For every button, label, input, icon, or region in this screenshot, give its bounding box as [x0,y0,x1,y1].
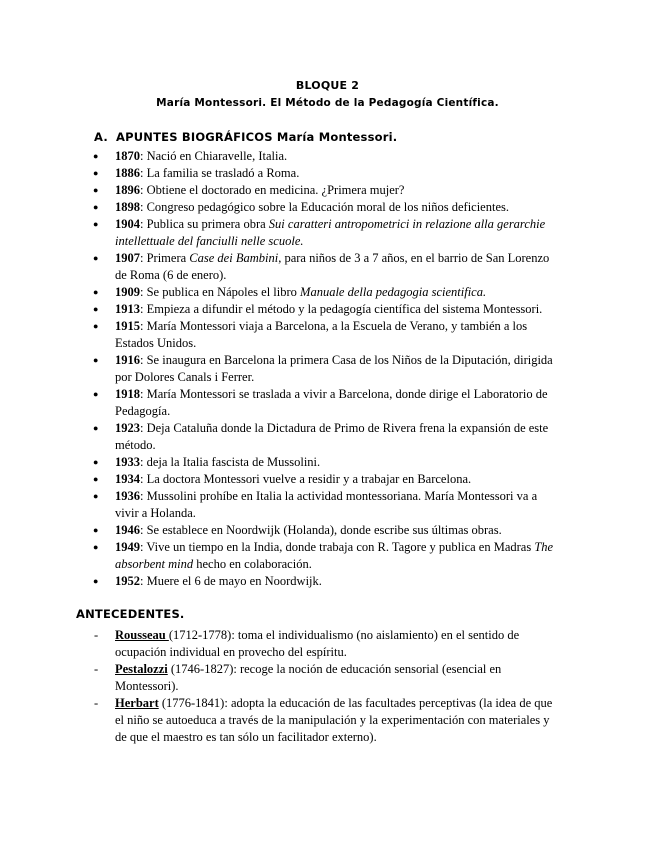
bio-item [92,301,562,318]
bio-item [92,216,562,250]
bio-book-title: Sui caratteri antropometrici in relazione alla gerarchie intellettuale del fanciulli nelle scuole. [115,217,546,248]
bio-text: : María Montessori viaja a Barcelona, a la Escuela de Verano, y también a los Estados Unidos. [115,319,528,350]
bio-text: : Se inaugura en Barcelona la primera Casa de los Niños de la Diputación, dirigida por Dolores Canals i Ferrer. [115,353,553,384]
antecedente-item [92,627,562,661]
bio-item [92,199,562,216]
section-a-title: APUNTES BIOGRÁFICOS María Montessori. [116,130,398,144]
bio-text: : Se publica en Nápoles el libro [140,285,301,299]
bio-text: , para niños de 3 a 7 años, en el barrio de San Lorenzo de Roma (6 de enero). [115,251,550,282]
block-title: BLOQUE 2 [295,79,360,92]
antecedente-item [92,695,562,746]
bio-text: : Se establece en Noordwijk (Holanda), donde escribe sus últimas obras. [140,523,502,537]
bio-italic: Case dei Bambini [189,251,279,265]
section-a-letter: A. [94,130,108,144]
bio-year: 1898 [115,200,140,214]
author-name: Rousseau [115,628,169,642]
bio-text: : Vive un tiempo en la India, donde trabaja con R. Tagore y publica en Madras [140,540,535,554]
bio-year: 1949 [115,540,140,554]
bio-item [92,454,562,471]
bio-item [92,522,562,539]
bio-text: : Mussolini prohíbe en Italia la actividad montessoriana. María Montessori va a vivir a Holanda. [115,489,538,520]
bio-item [92,182,562,199]
bio-text: : Primera [140,251,190,265]
bio-item [92,165,562,182]
antecedente-text: (1776-1841): adopta la educación de las facultades perceptivas (la idea de que el niño se autoeduca a través de la manipulación y la experimentación con materiales y de que el maestro es tan sólo un facilitador externo). [115,696,553,744]
bio-text: : La familia se trasladó a Roma. [140,166,300,180]
bio-year: 1933 [115,455,140,469]
bio-text: : Nació en Chiaravelle, Italia. [140,149,288,163]
bio-year: 1946 [115,523,140,537]
bio-year: 1952 [115,574,140,588]
bio-text: : Congreso pedagógico sobre la Educación moral de los niños deficientes. [140,200,509,214]
bio-text: : María Montessori se traslada a vivir a Barcelona, donde dirige el Laboratorio de Pedagogía. [115,387,548,418]
author-name: Pestalozzi [115,662,168,676]
bio-item [92,471,562,488]
section-a-heading [94,130,397,144]
bio-item [92,352,562,386]
bio-book-title: The absorbent mind [115,540,554,571]
bio-text: : Empieza a difundir el método y la pedagogía científica del sistema Montessori. [140,302,543,316]
antecedentes-list [92,627,562,746]
bio-year: 1936 [115,489,140,503]
bio-item [92,386,562,420]
bio-year: 1886 [115,166,140,180]
bio-year: 1913 [115,302,140,316]
bio-item [92,148,562,165]
bio-text: hecho en colaboración. [193,557,312,571]
bio-year: 1904 [115,217,140,231]
bio-year: 1907 [115,251,140,265]
antecedente-text: (1746-1827): recoge la noción de educación sensorial (esencial en Montessori). [115,662,502,693]
bio-item [92,573,562,590]
bio-year: 1915 [115,319,140,333]
antecedente-item [92,661,562,695]
bio-text: : Obtiene el doctorado en medicina. ¿Primera mujer? [140,183,405,197]
bio-year: 1918 [115,387,140,401]
bio-item [92,420,562,454]
bio-item [92,284,562,301]
bio-year: 1909 [115,285,140,299]
page-subtitle: María Montessori. El Método de la Pedagogía Científica. [156,97,499,109]
bio-year: 1916 [115,353,140,367]
author-name: Herbart [115,696,159,710]
bio-item [92,250,562,284]
biography-list [92,148,562,590]
bio-item [92,539,562,573]
bio-text: : Muere el 6 de mayo en Noordwijk. [140,574,322,588]
bio-book-title: Manuale della pedagogia scientifica. [300,285,487,299]
bio-text: : La doctora Montessori vuelve a residir y a trabajar en Barcelona. [140,472,472,486]
bio-text: : Publica su primera obra [140,217,269,231]
bio-year: 1923 [115,421,140,435]
antecedentes-heading: ANTECEDENTES. [76,607,185,621]
bio-text: : Deja Cataluña donde la Dictadura de Primo de Rivera frena la expansión de este método. [115,421,549,452]
bio-item [92,488,562,522]
bio-year: 1896 [115,183,140,197]
antecedente-text: (1712-1778): toma el individualismo (no aislamiento) en el sentido de ocupación individual en provecho del espíritu. [115,628,520,659]
bio-year: 1870 [115,149,140,163]
bio-item [92,318,562,352]
bio-year: 1934 [115,472,140,486]
bio-text: : deja la Italia fascista de Mussolini. [140,455,321,469]
